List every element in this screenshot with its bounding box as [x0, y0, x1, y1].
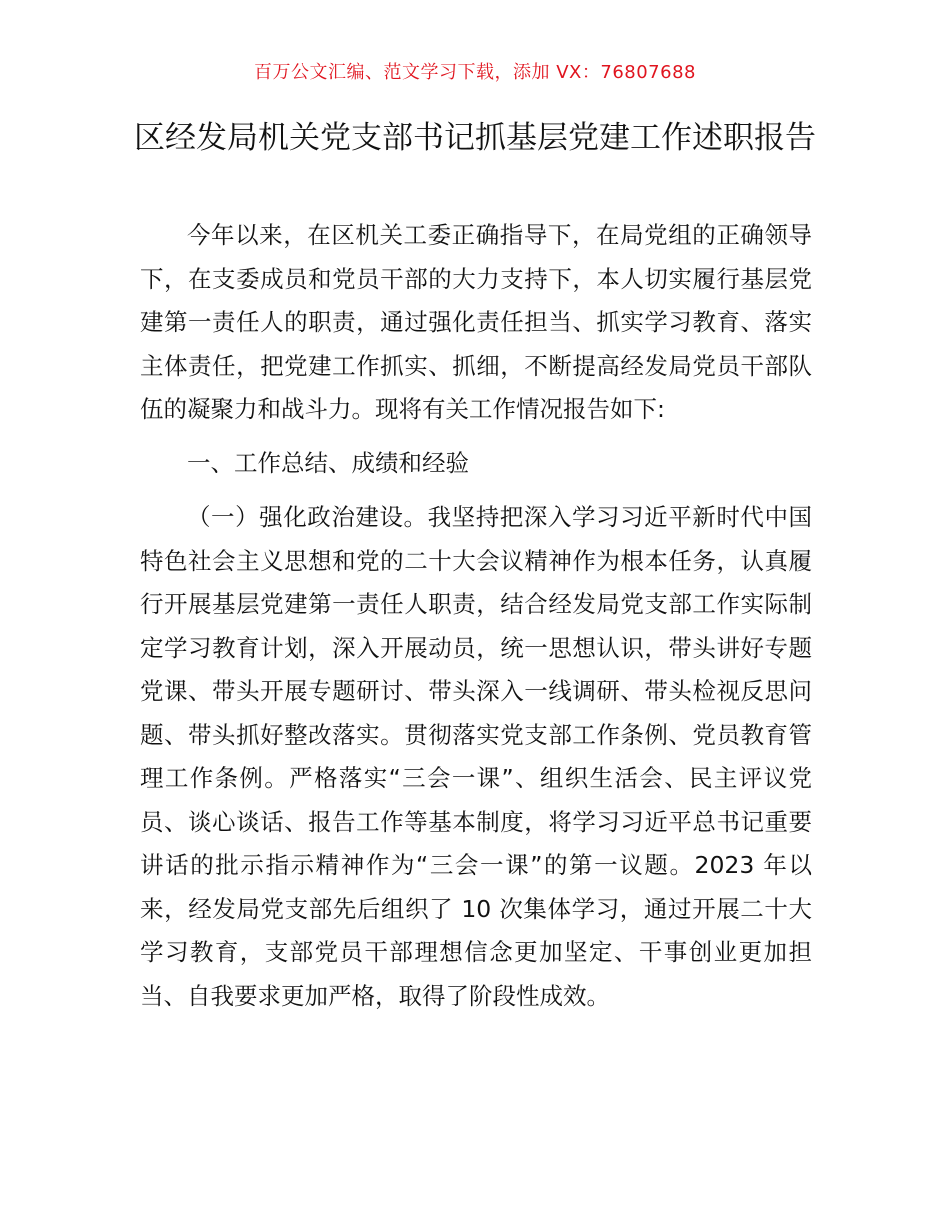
- header-watermark-note: 百万公文汇编、范文学习下载，添加 VX：76807688: [254, 62, 696, 83]
- section-paragraph: （一）强化政治建设。我坚持把深入学习习近平新时代中国特色社会主义思想和党的二十大会议精神作为根本任务，认真履行开展基层党建第一责任人职责，结合经发局党支部工作实际制定学习教育计划，深入开展动员，统一思想认识，带头讲好专题党课、带头开展专题研讨、带头深入一线调研、带头检视反思问题、带头抓好整改落实。贯彻落实党支部工作条例、党员教育管理工作条例。严格落实“三会一课”、组织生活会、民主评议党员、谈心谈话、报告工作等基本制度，将学习习近平总书记重要讲话的批示指示精神作为“三会一课”的第一议题。2023 年以来，经发局党支部先后组织了 10 次集体学习，通过开展二十大学习教育，支部党员干部理想信念更加坚定、干事创业更加担当、自我要求更加严格，取得了阶段性成效。: [140, 503, 812, 1010]
- document-body: [140, 214, 812, 1018]
- document-title: 区经发局机关党支部书记抓基层党建工作述职报告: [134, 120, 816, 156]
- intro-paragraph: 今年以来，在区机关工委正确指导下，在局党组的正确领导下，在支委成员和党员干部的大力支持下，本人切实履行基层党建第一责任人的职责，通过强化责任担当、抓实学习教育、落实主体责任，把党建工作抓实、抓细，不断提高经发局党员干部队伍的凝聚力和战斗力。现将有关工作情况报告如下:: [140, 221, 812, 423]
- section-heading: 一、工作总结、成绩和经验: [187, 448, 469, 477]
